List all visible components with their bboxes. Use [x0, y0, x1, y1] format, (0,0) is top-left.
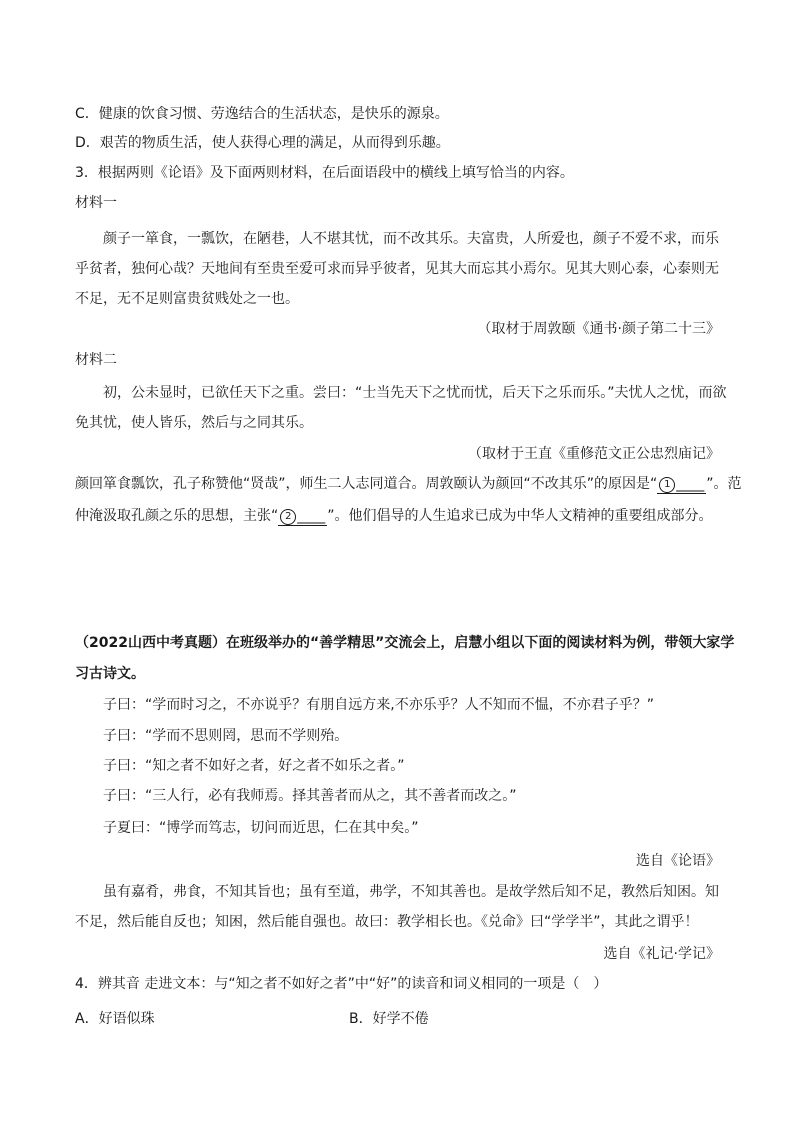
quote-line: 子曰：“学而不思则罔，思而不学则殆。 [103, 728, 349, 744]
material-2-source: （取材于王直《重修范文正公忠烈庙记》 [468, 446, 720, 462]
blank-underline: ____ [676, 476, 705, 492]
blank-underline: ____ [297, 508, 326, 524]
fill-text: 仲淹汲取孔颜之乐的思想，主张“ [75, 508, 279, 524]
option-a[interactable]: A．好语似珠 [75, 1011, 155, 1027]
quote-line: 子曰：“知之者不如好之者，好之者不如乐之者。” [103, 758, 405, 774]
intro-line: （2022山西中考真题）在班级举办的“善学精思”交流会上，启慧小组以下面的阅读材料为例，带领大家学 [75, 635, 735, 651]
quote-line: 子曰：“学而时习之，不亦说乎？有朋自远方来,不亦乐乎？人不知而不愠，不亦君子乎？” [103, 697, 654, 713]
blank-2[interactable] [278, 508, 327, 526]
option-c: C．健康的饮食习惯、劳逸结合的生活状态，是快乐的源泉。 [75, 106, 449, 122]
question-4: 4．辨其音 走进文本：与“知之者不如好之者”中“好”的读音和词义相同的一项是（ ） [75, 976, 608, 992]
option-b[interactable]: B．好学不倦 [349, 1011, 429, 1027]
quote-line: 子曰：“三人行，必有我师焉。择其善者而从之，其不善者而改之。” [103, 788, 517, 804]
blank-number: 2 [280, 509, 296, 525]
material-2-line: 初，公未显时，已欲任天下之重。尝曰：“士当先天下之忧而忧，后天下之乐而乐。”夫忧人之忧，而欲 [103, 385, 727, 401]
material-1-label: 材料一 [75, 195, 117, 211]
fill-text: 颜回箪食瓢饮，孔子称赞他“贤哉”，师生二人志同道合。周敦颐认为颜回“不改其乐”的原因是“ [75, 476, 658, 492]
intro-line: 习古诗文。 [75, 666, 145, 682]
material-1-line: 乎贫者，独何心哉？天地间有至贵至爱可求而异乎彼者，见其大而忘其小焉尔。见其大则心泰，心泰则无 [75, 261, 719, 277]
fill-in-line-2 [75, 506, 725, 526]
fill-text: ”。范 [706, 476, 742, 492]
source-lunyu: 选自《论语》 [636, 853, 720, 869]
material-1-line: 不足，无不足则富贵贫贱处之一也。 [75, 291, 299, 307]
fill-in-line-1 [75, 474, 742, 494]
quote-line: 子夏曰：“博学而笃志，切问而近思，仁在其中矣。” [103, 820, 419, 836]
fill-text: ”。他们倡导的人生追求已成为中华人文精神的重要组成部分。 [327, 508, 713, 524]
liji-line: 虽有嘉肴，弗食，不知其旨也；虽有至道，弗学，不知其善也。是故学然后知不足，教然后知困。知 [103, 884, 719, 900]
blank-number: 1 [659, 477, 675, 493]
material-1-source: （取材于周敦颐《通书·颜子第二十三》 [477, 321, 720, 337]
source-liji: 选自《礼记·学记》 [603, 946, 720, 962]
liji-line: 不足，然后能自反也；知困，然后能自强也。故曰：教学相长也。《兑命》曰“学学半”，其此之谓乎！ [75, 914, 699, 930]
question-3: 3．根据两则《论语》及下面两则材料，在后面语段中的横线上填写恰当的内容。 [75, 165, 574, 181]
material-2-line: 免其忧，使人皆乐，然后与之同其乐。 [75, 415, 313, 431]
material-2-label: 材料二 [75, 352, 117, 368]
material-1-line: 颜子一箪食，一瓢饮，在陋巷，人不堪其忧，而不改其乐。夫富贵，人所爱也，颜子不爱不求，而乐 [103, 231, 719, 247]
blank-1[interactable] [657, 476, 706, 494]
option-d: D．艰苦的物质生活，使人获得心理的满足，从而得到乐趣。 [75, 135, 450, 151]
